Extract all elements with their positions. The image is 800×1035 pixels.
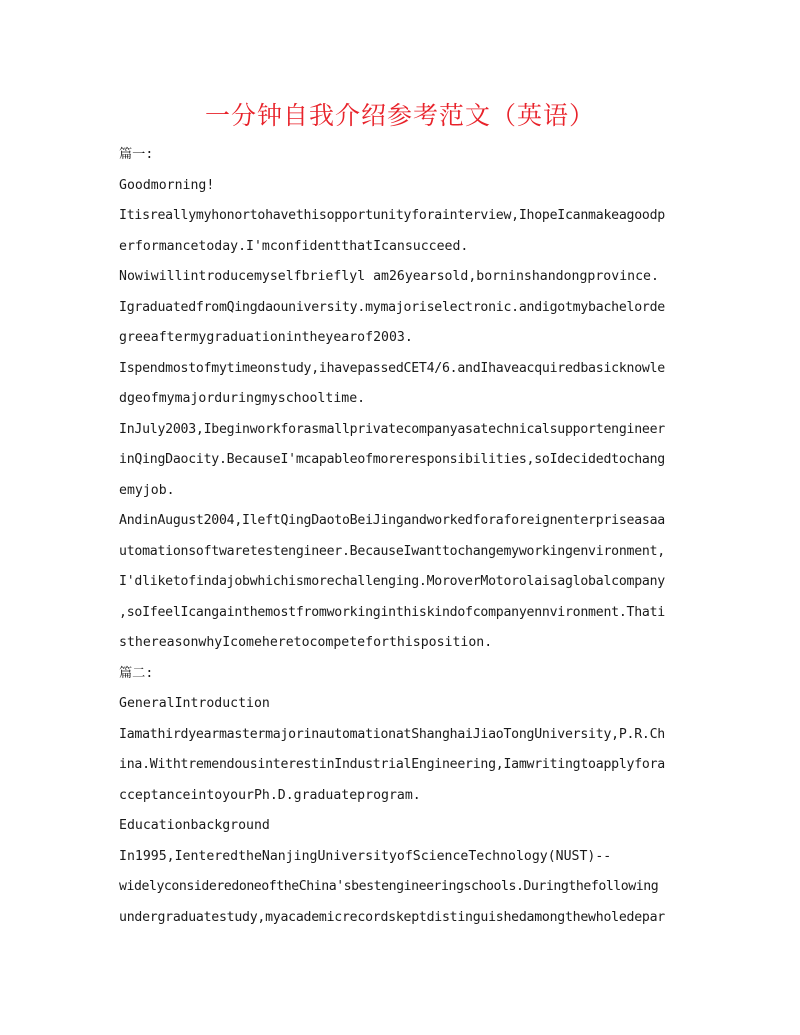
text-line: AndinAugust2004,IleftQingDaotoBeiJingandworkedforaforeignenterpriseasaa bbox=[119, 513, 665, 528]
section-heading-2: 篇二: bbox=[119, 665, 154, 681]
text-line: utomationsoftwaretestengineer.BecauseIwanttochangemyworkingenvironment, bbox=[119, 543, 665, 559]
text-line: Itisreallymyhonortohavethisopportunityforainterview,IhopeIcanmakeagoodp bbox=[119, 208, 665, 223]
text-line: ,soIfeelIcangainthemostfromworkinginthiskindofcompanyennvironment.Thati bbox=[119, 604, 665, 620]
text-line: emyjob. bbox=[119, 482, 175, 498]
text-line: Nowiwillintroducemyselfbrieflyl am26yearsold,borninshandongprovince. bbox=[119, 269, 659, 284]
text-line: greeaftermygraduationintheyearof2003. bbox=[119, 330, 413, 345]
document-title: 一分钟自我介绍参考范文（英语） bbox=[204, 101, 595, 130]
text-line: GeneralIntroduction bbox=[119, 696, 270, 711]
text-line: ina.WithtremendousinterestinIndustrialEngineering,Iamwritingtoapplyfora bbox=[119, 757, 665, 772]
text-line: sthereasonwhyIcomeheretocompeteforthisposition. bbox=[119, 635, 493, 650]
text-line: Goodmorning! bbox=[119, 177, 215, 193]
text-line: undergraduatestudy,myacademicrecordskeptdistinguishedamongthewholedepar bbox=[119, 909, 665, 925]
text-line: cceptanceintoyourPh.D.graduateprogram. bbox=[119, 787, 421, 803]
text-line: inQingDaocity.BecauseI'mcapableofmoreresponsibilities,soIdecidedtochang bbox=[119, 452, 665, 467]
text-line: widelyconsideredoneoftheChina'sbestengineeringschools.Duringthefollowing bbox=[119, 879, 659, 894]
text-line: erformancetoday.I'mconfidentthatIcansucceed. bbox=[119, 238, 469, 254]
text-line: dgeofmymajorduringmyschooltime. bbox=[119, 391, 366, 406]
text-line: I'dliketofindajobwhichismorechallenging.MoroverMotorolaisaglobalcompany bbox=[119, 574, 665, 589]
text-line: Educationbackground bbox=[119, 818, 270, 833]
document-body bbox=[119, 140, 685, 933]
text-line: InJuly2003,Ibeginworkforasmallprivatecompanyasatechnicalsupportengineer bbox=[119, 421, 665, 437]
text-line: Ispendmostofmytimeonstudy,ihavepassedCET4/6.andIhaveacquiredbasicknowle bbox=[119, 360, 665, 376]
text-line: IgraduatedfromQingdaouniversity.mymajoriselectronic.andigotmybachelorde bbox=[119, 299, 665, 315]
text-line: IamathirdyearmastermajorinautomationatShanghaiJiaoTongUniversity,P.R.Ch bbox=[119, 726, 665, 742]
text-line: In1995,IenteredtheNanjingUniversityofScienceTechnology(NUST)-- bbox=[119, 848, 612, 864]
section-heading-1: 篇一: bbox=[119, 147, 154, 162]
